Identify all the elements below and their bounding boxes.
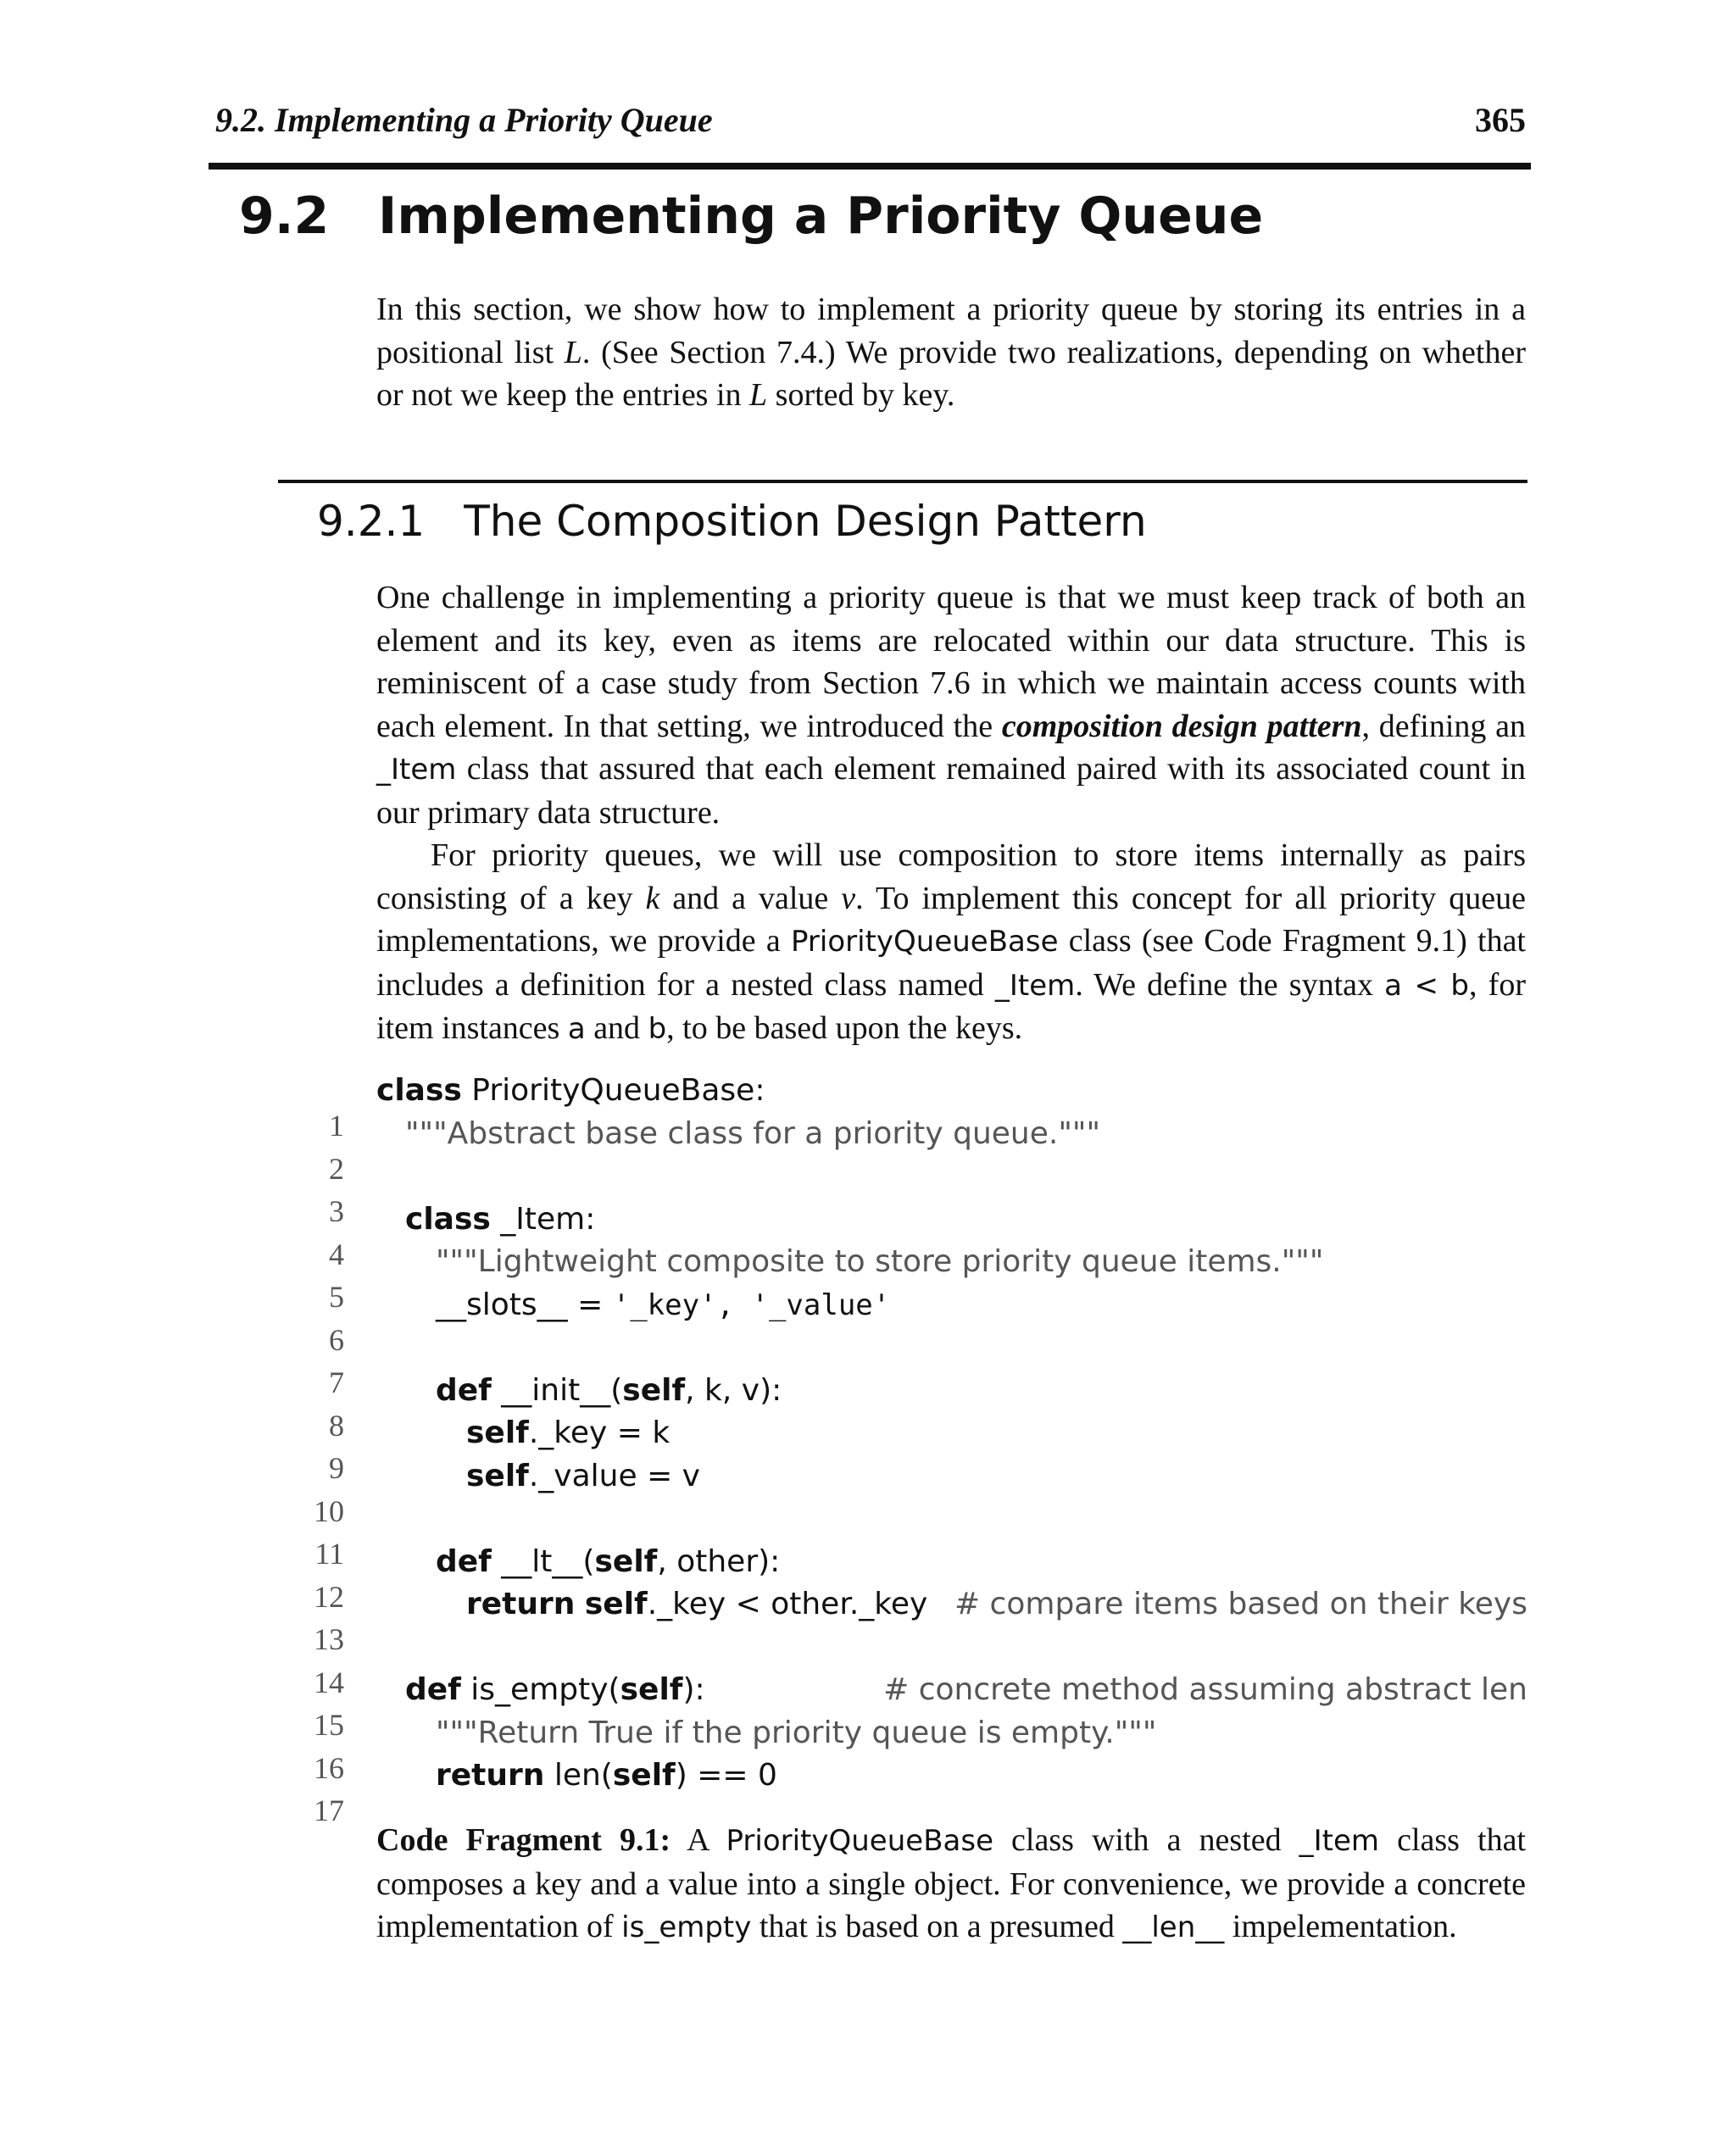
text-run: A bbox=[670, 1822, 726, 1858]
keyword: self bbox=[466, 1458, 529, 1493]
code-text: ) == 0 bbox=[675, 1758, 777, 1793]
docstring: """Lightweight composite to store priority queue items.""" bbox=[436, 1244, 1324, 1279]
text-run: and bbox=[585, 1010, 648, 1046]
string-literal: '_key', '_value' bbox=[612, 1287, 891, 1322]
keyword: def bbox=[405, 1672, 461, 1707]
text-run: class (see Code Fragment 9.1) that includes a definition for a nested class named bbox=[376, 923, 1526, 1003]
header-rule bbox=[209, 163, 1531, 170]
text-run: class that assured that each element remained paired with its associated count in our primary data structure. bbox=[376, 751, 1526, 831]
paragraph-2 bbox=[376, 834, 1526, 1051]
docstring: """Abstract base class for a priority queue.""" bbox=[405, 1115, 1101, 1151]
line-number: 17 bbox=[314, 1793, 344, 1827]
code-line bbox=[305, 1287, 1527, 1357]
code-term: __len__ bbox=[1122, 1910, 1225, 1944]
code-fragment-caption bbox=[376, 1819, 1526, 1949]
keyword: class bbox=[376, 1073, 462, 1108]
subsection-title: The Composition Design Pattern bbox=[464, 497, 1147, 546]
subsection-number: 9.2.1 bbox=[317, 497, 426, 546]
code-term: _Item bbox=[1299, 1824, 1380, 1858]
code-line bbox=[305, 1758, 1527, 1827]
line-number: 6 bbox=[329, 1322, 344, 1357]
line-number: 2 bbox=[329, 1151, 344, 1186]
running-head-title: 9.2. Implementing a Priority Queue bbox=[215, 101, 713, 139]
running-head bbox=[215, 100, 1526, 147]
line-number: 7 bbox=[329, 1365, 344, 1399]
math-var: L bbox=[749, 377, 768, 413]
subsection-heading bbox=[317, 497, 1147, 546]
keyword: self bbox=[612, 1758, 676, 1793]
keyword: self bbox=[620, 1672, 683, 1707]
line-number: 13 bbox=[314, 1622, 344, 1656]
code-term: a bbox=[567, 1012, 586, 1046]
code-term: b bbox=[648, 1012, 667, 1046]
code-term: a < b bbox=[1384, 968, 1470, 1003]
code-text: ._key < other._key bbox=[647, 1587, 928, 1621]
keyword: self bbox=[466, 1415, 529, 1450]
docstring: """Return True if the priority queue is empty.""" bbox=[436, 1715, 1157, 1750]
code-text: __init__( bbox=[491, 1372, 623, 1408]
math-var: v bbox=[841, 880, 856, 916]
text-run: . To implement this concept for all priority queue implementations, we provide a bbox=[376, 880, 1526, 959]
code-text: PriorityQueueBase: bbox=[461, 1073, 765, 1108]
line-number: 12 bbox=[314, 1579, 344, 1614]
line-number: 8 bbox=[329, 1408, 344, 1443]
caption-label: Code Fragment 9.1: bbox=[376, 1822, 671, 1858]
line-number: 1 bbox=[329, 1109, 344, 1143]
code-term: _Item bbox=[994, 968, 1076, 1003]
code-text: , other): bbox=[657, 1543, 781, 1579]
line-number: 15 bbox=[314, 1708, 344, 1742]
keyword: self bbox=[594, 1543, 658, 1579]
code-text bbox=[575, 1587, 584, 1621]
paragraph-1 bbox=[376, 576, 1526, 834]
line-number: 11 bbox=[314, 1537, 344, 1571]
line-number: 3 bbox=[329, 1194, 344, 1228]
code-line bbox=[305, 1458, 1527, 1528]
keyword: def bbox=[436, 1372, 492, 1408]
subsection-rule bbox=[278, 480, 1527, 483]
text-run: . (See Section 7.4.) We provide two realizations, depending on whether or not we keep the entries in bbox=[376, 334, 1526, 413]
text-run: , defining an bbox=[1361, 708, 1526, 744]
code-text: _Item: bbox=[490, 1201, 596, 1237]
code-term: PriorityQueueBase bbox=[726, 1824, 993, 1858]
text-run: class with a nested bbox=[993, 1822, 1299, 1858]
emphasis: composition design pattern bbox=[1001, 708, 1362, 744]
text-run: , for item instances bbox=[376, 966, 1526, 1046]
section-title: Implementing a Priority Queue bbox=[378, 186, 1264, 246]
text-run: class that composes a key and a value into a single object. For convenience, we provide a concrete implementation of bbox=[376, 1822, 1527, 1944]
intro-paragraph bbox=[376, 288, 1526, 417]
text-run: and a value bbox=[659, 880, 842, 916]
line-number: 14 bbox=[314, 1665, 344, 1699]
text-run: , to be based upon the keys. bbox=[666, 1010, 1023, 1046]
keyword: class bbox=[405, 1201, 491, 1237]
code-fragment bbox=[305, 1073, 1527, 1827]
code-term: _Item bbox=[376, 753, 457, 787]
keyword: self bbox=[584, 1587, 648, 1621]
code-comment: # compare items based on their keys bbox=[954, 1587, 1527, 1621]
keyword: return bbox=[466, 1587, 576, 1621]
line-number: 9 bbox=[329, 1451, 344, 1485]
text-run: . We define the syntax bbox=[1075, 966, 1385, 1003]
body-text bbox=[376, 576, 1526, 1051]
keyword: self bbox=[622, 1372, 686, 1408]
line-number: 16 bbox=[314, 1750, 344, 1785]
text-run: sorted by key. bbox=[767, 377, 955, 413]
code-text: len( bbox=[544, 1758, 613, 1793]
code-text: __slots__ = bbox=[436, 1287, 613, 1322]
code-line bbox=[305, 1115, 1527, 1186]
code-text: ): bbox=[682, 1672, 705, 1707]
text-run: that is based on a presumed bbox=[751, 1909, 1123, 1944]
code-text: is_empty( bbox=[460, 1672, 620, 1707]
code-text: ._value = v bbox=[528, 1458, 700, 1493]
code-line bbox=[305, 1587, 1527, 1656]
code-term: is_empty bbox=[621, 1910, 752, 1944]
code-text: ._key = k bbox=[528, 1415, 670, 1450]
line-number: 10 bbox=[314, 1493, 344, 1528]
math-var: L bbox=[564, 334, 582, 370]
code-text: __lt__( bbox=[491, 1543, 595, 1579]
line-number: 5 bbox=[329, 1280, 344, 1314]
keyword: def bbox=[436, 1543, 492, 1579]
text-run: In this section, we show how to implement a priority queue by storing its entries in a positional list bbox=[376, 292, 1526, 370]
text-run: One challenge in implementing a priority queue is that we must keep track of both an element and its key, even as items are relocated within our data structure. This is reminiscent of a case study from Section 7.6 in which we maintain access counts with each element. In that setting, we introduced the bbox=[376, 580, 1526, 744]
code-comment: # concrete method assuming abstract len bbox=[883, 1672, 1527, 1707]
text-run: For priority queues, we will use composition to store items internally as pairs consisting of a key bbox=[376, 837, 1526, 916]
page-number: 365 bbox=[1475, 101, 1526, 139]
code-term: PriorityQueueBase bbox=[791, 925, 1059, 959]
line-number: 4 bbox=[329, 1237, 344, 1271]
math-var: k bbox=[645, 880, 660, 916]
keyword: return bbox=[436, 1758, 545, 1793]
code-text: , k, v): bbox=[685, 1372, 782, 1408]
text-run: impelementation. bbox=[1224, 1909, 1457, 1944]
section-number: 9.2 bbox=[239, 186, 330, 246]
